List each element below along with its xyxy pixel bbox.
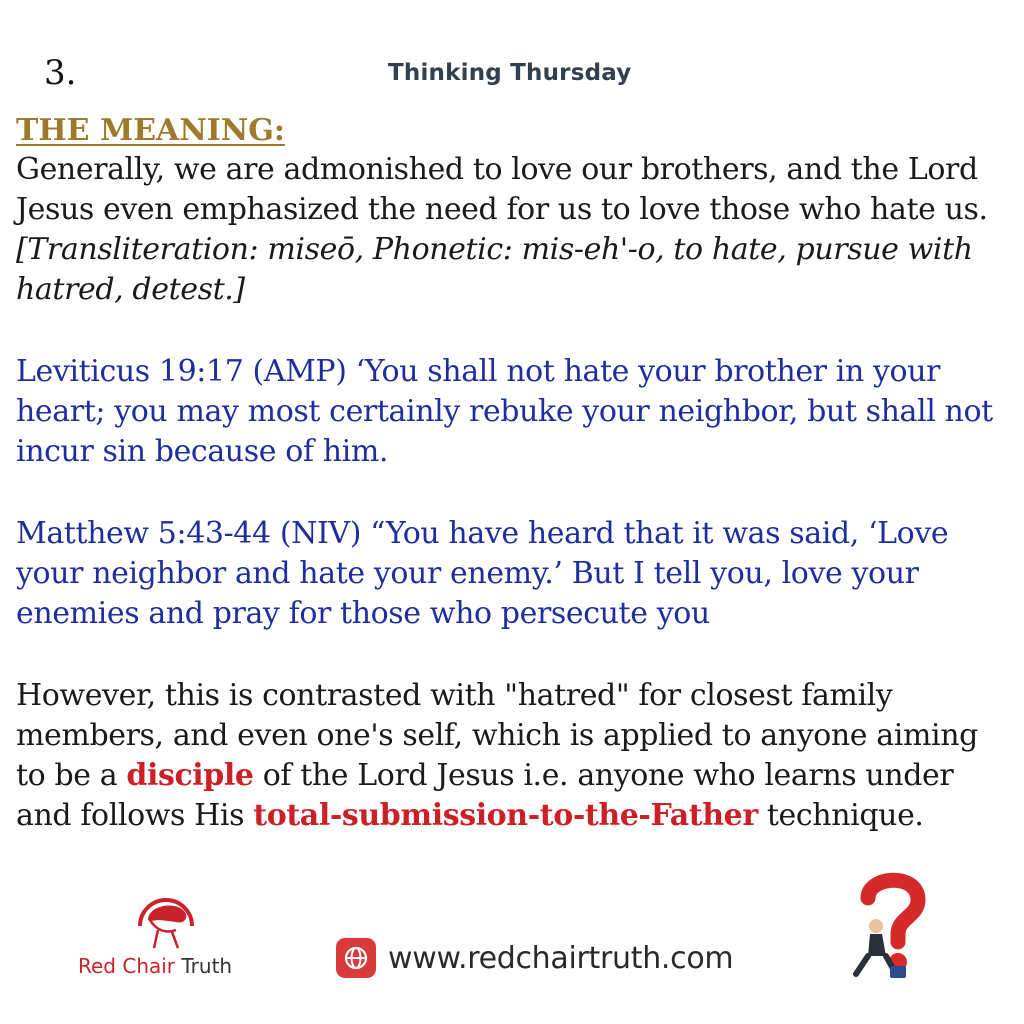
closing-text-2: of the Lord Jesus i.e. anyone who learns under and follows His bbox=[16, 758, 954, 833]
brand-logo bbox=[72, 890, 272, 990]
series-title: Thinking Thursday bbox=[388, 60, 632, 86]
brand-name-dark: Truth bbox=[181, 954, 233, 978]
closing-text-3: technique. bbox=[766, 798, 924, 833]
intro-paragraph bbox=[16, 150, 1008, 310]
intro-text: Generally, we are admonished to love our brothers, and the Lord Jesus even emphasized the need for us to love those who hate us. bbox=[16, 152, 988, 227]
leviticus-verse: Leviticus 19:17 (AMP) ‘You shall not hate your brother in your heart; you may most certainly rebuke your neighbor, but shall not incur sin because of him. bbox=[16, 354, 993, 469]
section-heading: THE MEANING: bbox=[16, 113, 285, 148]
globe-icon bbox=[336, 938, 376, 978]
highlight-disciple: disciple bbox=[126, 758, 254, 793]
highlight-submission: total-submission-to-the-Father bbox=[253, 798, 758, 833]
matthew-verse: Matthew 5:43-44 (NIV) “You have heard that it was said, ‘Love your neighbor and hate your enemy.’ But I tell you, love your enemies and pray for those who persecute you bbox=[16, 516, 949, 631]
closing-text-1: However, this is contrasted with "hatred" for closest family members, and even one's self, which is applied to anyone aiming to be a bbox=[16, 678, 978, 793]
main-content bbox=[16, 112, 1008, 836]
page-number: 3. bbox=[44, 53, 77, 93]
website-link[interactable] bbox=[336, 936, 733, 980]
brand-name bbox=[78, 954, 232, 978]
question-mark-thinker-icon bbox=[846, 870, 936, 989]
transliteration-note: [Transliteration: miseō, Phonetic: mis-eh'-o, to hate, pursue with hatred, detest.] bbox=[16, 232, 973, 307]
brand-name-red: Red Chair bbox=[78, 954, 176, 978]
red-chair-logo-icon bbox=[130, 890, 202, 956]
website-url[interactable]: www.redchairtruth.com bbox=[388, 940, 734, 976]
closing-paragraph bbox=[16, 676, 1008, 836]
